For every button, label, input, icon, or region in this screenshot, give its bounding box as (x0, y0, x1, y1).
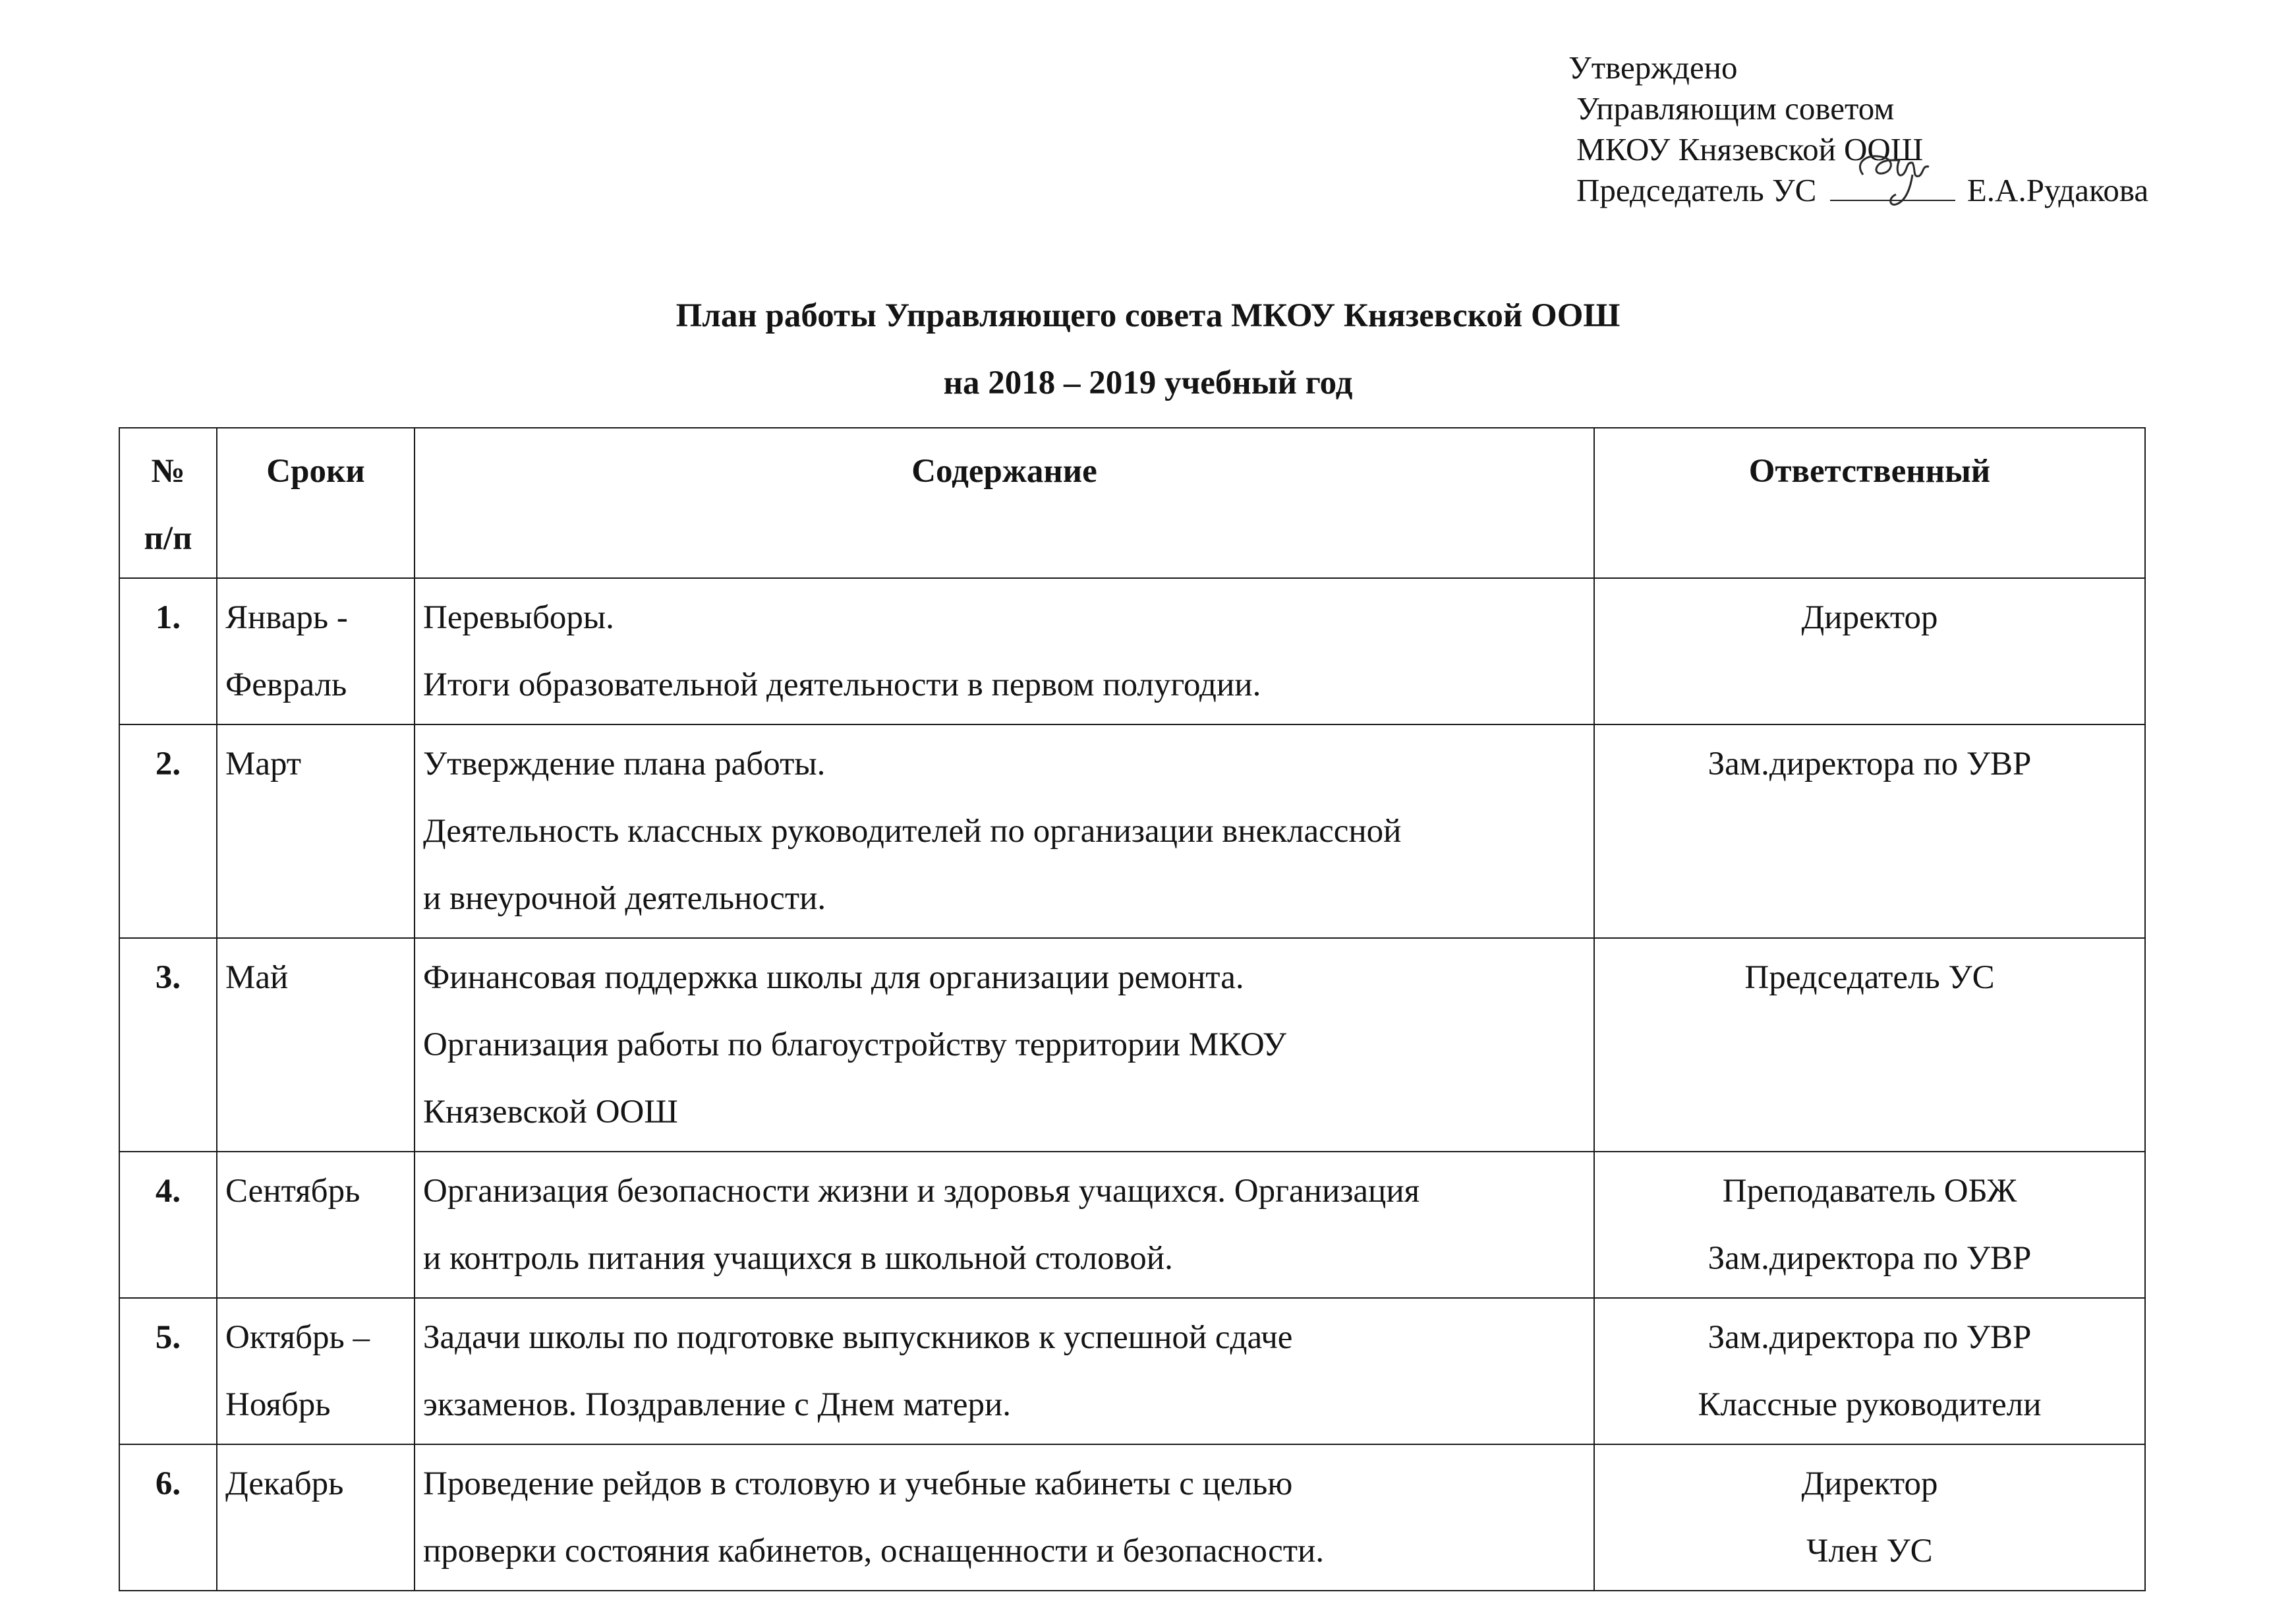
row-content: Проведение рейдов в столовую и учебные кабинеты с целью проверки состояния кабинетов, оснащенности и безопасности. (415, 1444, 1594, 1591)
row-term: Сентябрь (217, 1152, 415, 1298)
row-term: Декабрь (217, 1444, 415, 1591)
table-row (119, 724, 2145, 938)
row-number: 2. (119, 724, 217, 938)
row-responsible: Зам.директора по УВР Классные руководители (1594, 1298, 2145, 1444)
approval-line-1: Утверждено (1568, 49, 1738, 86)
table-header-row (119, 428, 2145, 578)
row-term: Октябрь – Ноябрь (217, 1298, 415, 1444)
table-row (119, 578, 2145, 724)
table-row (119, 938, 2145, 1152)
chairman-name: Е.А.Рудакова (1966, 172, 2149, 208)
row-responsible: Директор (1594, 578, 2145, 724)
document-subtitle: на 2018 – 2019 учебный год (943, 365, 1353, 401)
document-title: План работы Управляющего совета МКОУ Князевской ООШ (675, 297, 1621, 334)
row-responsible: Председатель УС (1594, 938, 2145, 1152)
row-term: Март (217, 724, 415, 938)
table-row (119, 1444, 2145, 1591)
row-content: Утверждение плана работы. Деятельность классных руководителей по организации внеклассной и внеурочной деятельности. (415, 724, 1594, 938)
row-content: Организация безопасности жизни и здоровья учащихся. Организация и контроль питания учащихся в школьной столовой. (415, 1152, 1594, 1298)
approval-line-4 (1568, 170, 2148, 211)
row-responsible: Директор Член УС (1594, 1444, 2145, 1591)
row-term: Январь - Февраль (217, 578, 415, 724)
row-content: Задачи школы по подготовке выпускников к успешной сдаче экзаменов. Поздравление с Днем матери. (415, 1298, 1594, 1444)
header-responsible: Ответственный (1594, 428, 2145, 578)
row-number: 3. (119, 938, 217, 1152)
approval-line-2: Управляющим советом (1576, 90, 1895, 127)
approval-line-3: МКОУ Князевской ООШ (1576, 131, 1924, 167)
header-number: № п/п (119, 428, 217, 578)
row-content: Перевыборы. Итоги образовательной деятельности в первом полугодии. (415, 578, 1594, 724)
row-number: 5. (119, 1298, 217, 1444)
table-row (119, 1152, 2145, 1298)
row-number: 6. (119, 1444, 217, 1591)
row-number: 1. (119, 578, 217, 724)
chairman-label: Председатель УС (1576, 172, 1817, 208)
row-number: 4. (119, 1152, 217, 1298)
approval-block (1568, 47, 2148, 211)
signature (1830, 173, 1955, 201)
table-row (119, 1298, 2145, 1444)
header-term: Сроки (217, 428, 415, 578)
signature-icon (1850, 148, 1942, 208)
row-content: Финансовая поддержка школы для организации ремонта. Организация работы по благоустройству территории МКОУ Князевской ООШ (415, 938, 1594, 1152)
row-responsible: Преподаватель ОБЖ Зам.директора по УВР (1594, 1152, 2145, 1298)
header-content: Содержание (415, 428, 1594, 578)
row-term: Май (217, 938, 415, 1152)
row-responsible: Зам.директора по УВР (1594, 724, 2145, 938)
work-plan-table (119, 427, 2146, 1591)
